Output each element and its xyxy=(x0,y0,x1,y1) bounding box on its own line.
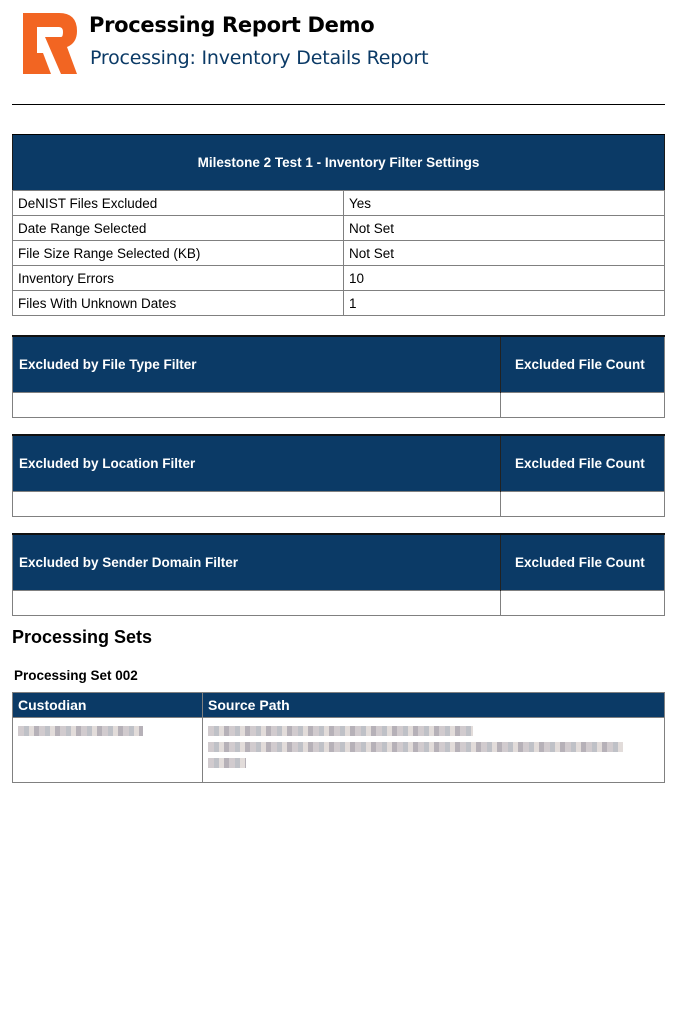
empty-cell xyxy=(501,591,665,616)
setting-label: Date Range Selected xyxy=(13,216,344,241)
setting-value: 10 xyxy=(344,266,665,291)
empty-cell xyxy=(501,393,665,418)
filter-title: Excluded by File Type Filter xyxy=(13,336,501,393)
report-subtitle: Processing: Inventory Details Report xyxy=(90,47,429,69)
table-row xyxy=(13,216,665,241)
empty-cell xyxy=(13,492,501,517)
report-title: Processing Report Demo xyxy=(89,13,375,37)
filter-title: Excluded by Sender Domain Filter xyxy=(13,534,501,591)
table-row xyxy=(13,393,665,418)
redacted-source-path xyxy=(208,742,623,752)
table-row xyxy=(13,718,665,783)
setting-label: DeNIST Files Excluded xyxy=(13,191,344,216)
excluded-count-header: Excluded File Count xyxy=(501,435,665,492)
setting-label: Files With Unknown Dates xyxy=(13,291,344,316)
location-filter-table xyxy=(12,434,665,517)
table-row xyxy=(13,591,665,616)
setting-value: Not Set xyxy=(344,216,665,241)
excluded-count-header: Excluded File Count xyxy=(501,534,665,591)
table-row xyxy=(13,266,665,291)
empty-cell xyxy=(13,393,501,418)
source-path-cell xyxy=(203,718,665,783)
file-type-filter-table xyxy=(12,335,665,418)
header-divider xyxy=(12,104,665,105)
setting-value: 1 xyxy=(344,291,665,316)
source-path-header: Source Path xyxy=(203,693,665,718)
custodian-header: Custodian xyxy=(13,693,203,718)
filter-settings-table xyxy=(12,134,665,316)
table-row xyxy=(13,291,665,316)
processing-sets-heading: Processing Sets xyxy=(12,627,153,647)
setting-label: Inventory Errors xyxy=(13,266,344,291)
empty-cell xyxy=(13,591,501,616)
redacted-source-path xyxy=(208,758,246,768)
report-header xyxy=(0,0,678,106)
sender-domain-filter-table xyxy=(12,533,665,616)
r-logo-icon xyxy=(23,13,77,74)
setting-value: Not Set xyxy=(344,241,665,266)
table-row xyxy=(13,191,665,216)
setting-label: File Size Range Selected (KB) xyxy=(13,241,344,266)
custodian-cell xyxy=(13,718,203,783)
filter-settings-title: Milestone 2 Test 1 - Inventory Filter Settings xyxy=(13,135,665,191)
processing-set-table xyxy=(12,692,665,783)
processing-set-name: Processing Set 002 xyxy=(14,668,138,683)
filter-title: Excluded by Location Filter xyxy=(13,435,501,492)
excluded-count-header: Excluded File Count xyxy=(501,336,665,393)
table-row xyxy=(13,241,665,266)
redacted-custodian xyxy=(18,726,143,736)
redacted-source-path xyxy=(208,726,473,736)
table-row xyxy=(13,492,665,517)
setting-value: Yes xyxy=(344,191,665,216)
empty-cell xyxy=(501,492,665,517)
